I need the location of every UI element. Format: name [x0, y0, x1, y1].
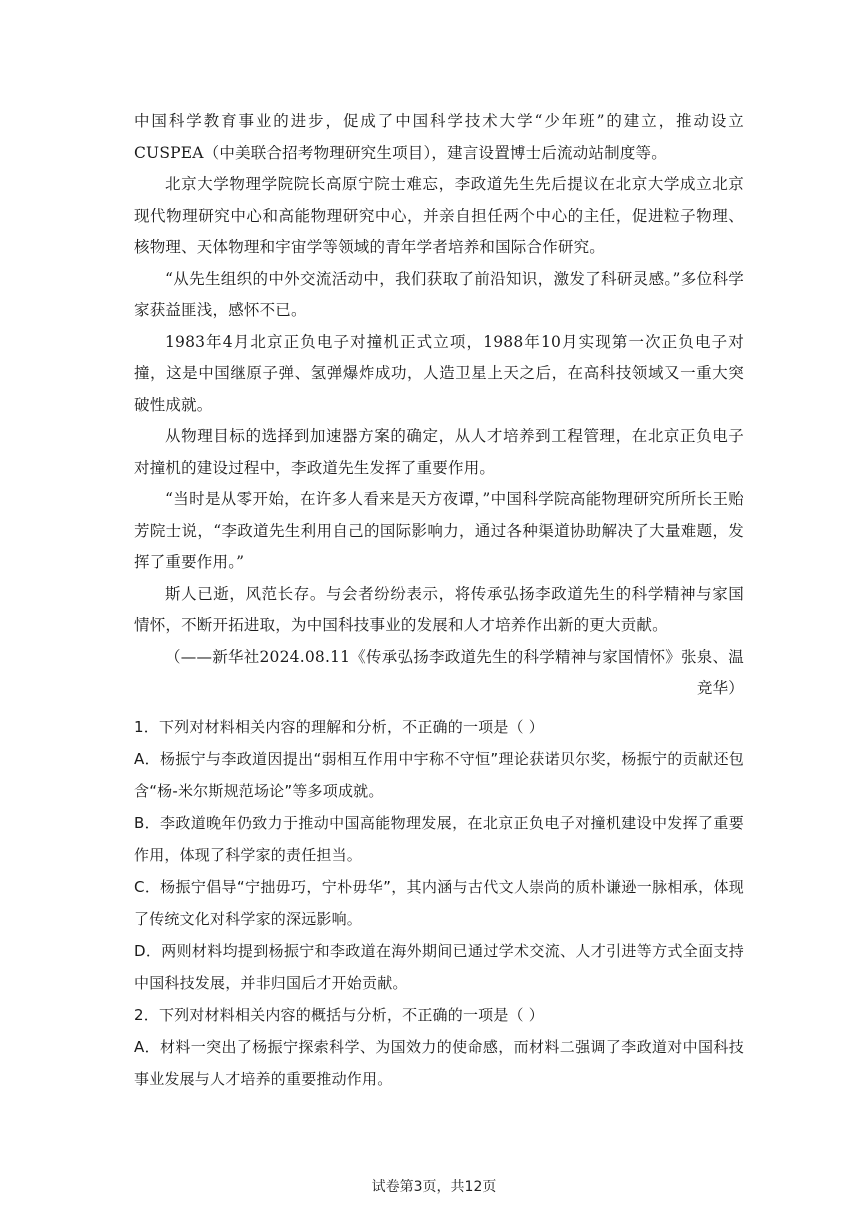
- question-1-option-c: C．杨振宁倡导“宁拙毋巧，宁朴毋华”，其内涵与古代文人崇尚的质朴谦逊一脉相承，体现了传统文化对科学家的深远影响。: [134, 877, 744, 928]
- question-2-option-a: A．材料一突出了杨振宁探索科学、为国效力的使命感，而材料二强调了李政道对中国科技事业发展与人才培养的重要推动作用。: [134, 1037, 744, 1088]
- page-content: [134, 106, 744, 1095]
- question-1-option-b: B．李政道晚年仍致力于推动中国高能物理发展，在北京正负电子对撞机建设中发挥了重要作用，体现了科学家的责任担当。: [134, 813, 744, 864]
- question-1-option-a: A．杨振宁与李政道因提出“弱相互作用中宇称不守恒”理论获诺贝尔奖，杨振宁的贡献还包含“杨-米尔斯规范场论”等多项成就。: [134, 749, 744, 800]
- material-paragraph-2: 北京大学物理学院院长高原宁院士难忘，李政道先生先后提议在北京大学成立北京现代物理研究中心和高能物理研究中心，并亲自担任两个中心的主任，促进粒子物理、核物理、天体物理和宇宙学等领域的青年学者培养和国际合作研究。: [134, 175, 744, 256]
- material-paragraph-4: 1983年4月北京正负电子对撞机正式立项，1988年10月实现第一次正负电子对撞，这是中国继原子弹、氢弹爆炸成功，人造卫星上天之后，在高科技领域又一重大突破性成就。: [134, 332, 744, 414]
- material-paragraph-3: “从先生组织的中外交流活动中，我们获取了前沿知识，激发了科研灵感。”多位科学家获益匪浅，感怀不已。: [134, 269, 744, 319]
- material-paragraph-1: 中国科学教育事业的进步，促成了中国科学技术大学“少年班”的建立，推动设立CUSPEA（中美联合招考物理研究生项目），建言设置博士后流动站制度等。: [134, 112, 744, 162]
- page-footer: 试卷第3页，共12页: [371, 1179, 497, 1195]
- material-paragraph-5: 从物理目标的选择到加速器方案的确定，从人才培养到工程管理，在北京正负电子对撞机的建设过程中，李政道先生发挥了重要作用。: [134, 427, 744, 477]
- question-2-stem: 2．下列对材料相关内容的概括与分析，不正确的一项是（ ）: [134, 1005, 544, 1024]
- material-source-citation: （——新华社2024.08.11《传承弘扬李政道先生的科学精神与家国情怀》张泉、温竞华）: [165, 647, 744, 697]
- question-1-stem: 1．下列对材料相关内容的理解和分析，不正确的一项是（ ）: [134, 717, 544, 736]
- question-1-option-d: D．两则材料均提到杨振宁和李政道在海外期间已通过学术交流、人才引进等方式全面支持中国科技发展，并非归国后才开始贡献。: [134, 941, 744, 992]
- material-paragraph-6: “当时是从零开始，在许多人看来是天方夜谭，”中国科学院高能物理研究所所长王贻芳院士说，“李政道先生利用自己的国际影响力，通过各种渠道协助解决了大量难题，发挥了重要作用。”: [134, 490, 744, 571]
- material-paragraph-7: 斯人已逝，风范长存。与会者纷纷表示，将传承弘扬李政道先生的科学精神与家国情怀，不断开拓进取，为中国科技事业的发展和人才培养作出新的更大贡献。: [134, 584, 744, 634]
